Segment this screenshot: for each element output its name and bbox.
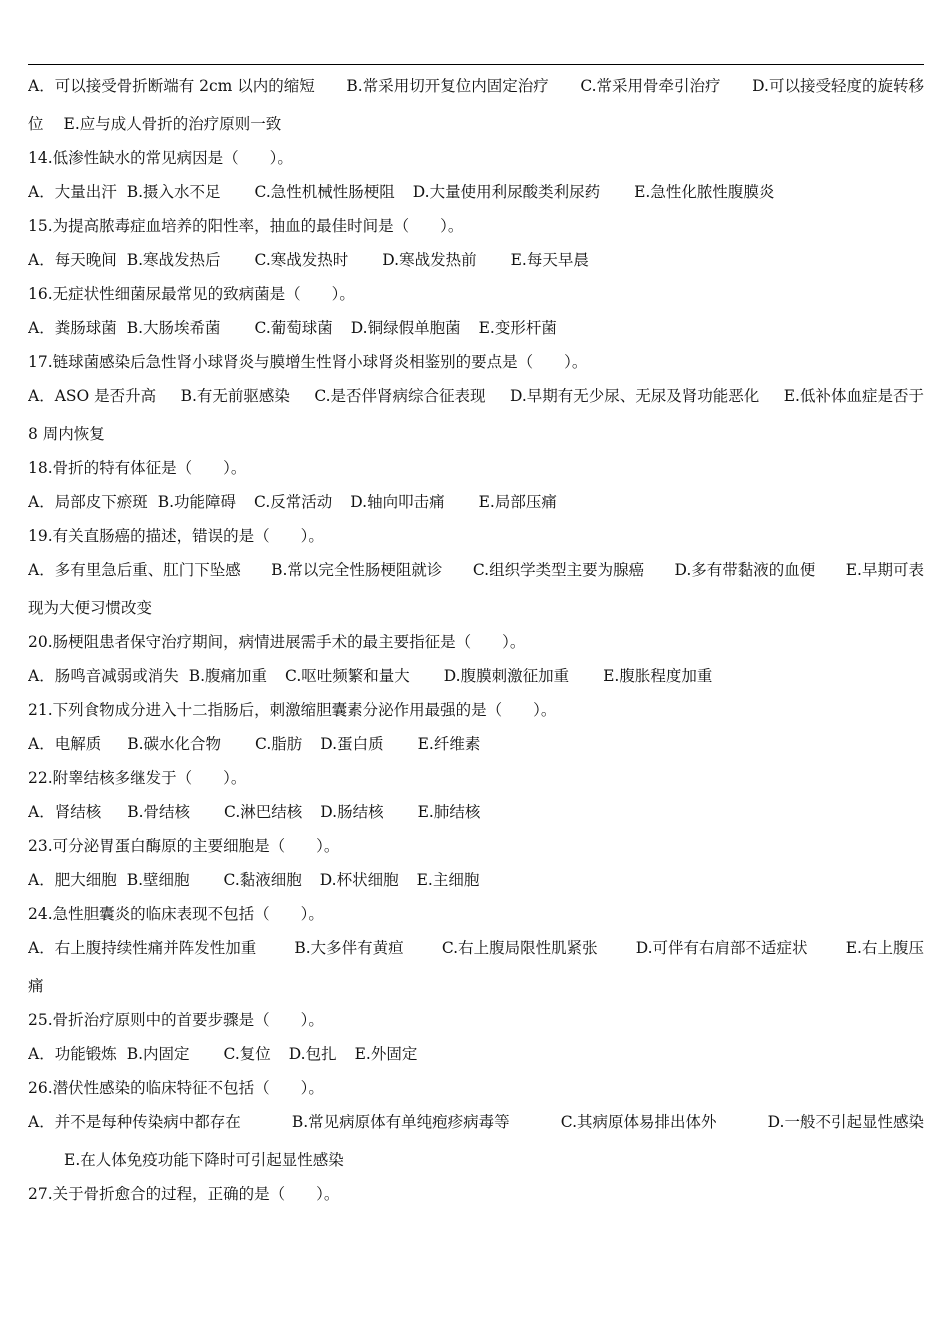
q17-option-e-cont: 8 周内恢复 [28, 425, 105, 443]
q21-option-b: B.碳水化合物 [127, 735, 222, 753]
q14-option-c: C.急性机械性肠梗阻 [254, 183, 395, 201]
q25-option-a: A．功能锻炼 [28, 1045, 117, 1063]
q16-option-b: B.大肠埃希菌 [126, 319, 221, 337]
q24-option-e-cont: 痛 [28, 977, 44, 995]
q14-options [28, 182, 924, 202]
q25-option-d: D.包扎 [288, 1045, 337, 1063]
q26-option-b: B.常见病原体有单纯疱疹病毒等 [291, 1113, 510, 1131]
q21-option-a: A．电解质 [28, 735, 102, 753]
q15-option-e: E.每天早晨 [510, 251, 589, 269]
q17-option-a: A．ASO 是否升高 [28, 387, 157, 405]
q18-stem: 18.骨折的特有体征是（ ）。 [28, 459, 247, 477]
q15-option-d: D.寒战发热前 [382, 251, 477, 269]
q25-options [28, 1044, 924, 1064]
q20-stem: 20.肠梗阻患者保守治疗期间，病情进展需手术的最主要指征是（ ）。 [28, 633, 526, 651]
q13-option-a: A．可以接受骨折断端有 2cm 以内的缩短 [28, 77, 315, 95]
q19-option-b: B.常以完全性肠梗阻就诊 [271, 561, 443, 579]
q25-stem: 25.骨折治疗原则中的首要步骤是（ ）。 [28, 1011, 324, 1029]
q22-option-a: A．肾结核 [28, 803, 102, 821]
q24-option-d: D.可伴有右肩部不适症状 [635, 939, 808, 957]
q16-option-c: C.葡萄球菌 [254, 319, 333, 337]
q13-options-line1 [28, 76, 924, 96]
q18-option-b: B.功能障碍 [157, 493, 237, 511]
q22-option-e: E.肺结核 [417, 803, 481, 821]
q20-option-a: A．肠鸣音减弱或消失 [28, 667, 179, 685]
q16-options [28, 318, 924, 338]
q17-options-line1 [28, 386, 924, 406]
q18-option-d: D.轴向叩击痛 [350, 493, 445, 511]
q21-option-e: E.纤维素 [417, 735, 481, 753]
q23-option-c: C.黏液细胞 [223, 871, 302, 889]
q23-option-b: B.壁细胞 [126, 871, 190, 889]
q20-option-b: B.腹痛加重 [188, 667, 268, 685]
q13-option-e: E.应与成人骨折的治疗原则一致 [63, 115, 282, 133]
q16-stem: 16.无症状性细菌尿最常见的致病菌是（ ）。 [28, 285, 355, 303]
q24-option-b: B.大多伴有黄疸 [294, 939, 404, 957]
q26-option-e: E.在人体免疫功能下降时可引起显性感染 [64, 1151, 344, 1169]
q13-option-c: C.常采用骨牵引治疗 [580, 77, 721, 95]
q22-options [28, 802, 924, 822]
q22-option-c: C.淋巴结核 [224, 803, 303, 821]
q24-option-e: E.右上腹压 [845, 939, 924, 957]
q17-option-b: B.有无前驱感染 [180, 387, 290, 405]
q14-option-a: A．大量出汗 [28, 183, 117, 201]
q23-option-a: A．肥大细胞 [28, 871, 117, 889]
q14-option-d: D.大量使用利尿酸类利尿药 [412, 183, 601, 201]
q24-stem: 24.急性胆囊炎的临床表现不包括（ ）。 [28, 905, 324, 923]
q18-option-a: A．局部皮下瘀斑 [28, 493, 148, 511]
q17-option-e: E.低补体血症是否于 [783, 387, 924, 405]
q20-option-d: D.腹膜刺激征加重 [443, 667, 570, 685]
q26-option-d: D.一般不引起显性感染 [767, 1113, 924, 1131]
q14-option-b: B.摄入水不足 [126, 183, 221, 201]
q19-option-a: A．多有里急后重、肛门下坠感 [28, 561, 241, 579]
q25-option-c: C.复位 [223, 1045, 271, 1063]
q26-options-line1 [28, 1112, 924, 1132]
q26-option-a: A．并不是每种传染病中都存在 [28, 1113, 241, 1131]
q23-options [28, 870, 924, 890]
q19-option-d: D.多有带黏液的血便 [674, 561, 816, 579]
q15-stem: 15.为提高脓毒症血培养的阳性率，抽血的最佳时间是（ ）。 [28, 217, 464, 235]
q21-stem: 21.下列食物成分进入十二指肠后，刺激缩胆囊素分泌作用最强的是（ ）。 [28, 701, 557, 719]
q19-option-c: C.组织学类型主要为腺癌 [472, 561, 645, 579]
q25-option-b: B.内固定 [126, 1045, 190, 1063]
q15-option-b: B.寒战发热后 [126, 251, 221, 269]
q25-option-e: E.外固定 [354, 1045, 418, 1063]
q13-options-line2 [28, 114, 924, 134]
q15-option-c: C.寒战发热时 [254, 251, 349, 269]
q13-option-b: B.常采用切开复位内固定治疗 [346, 77, 549, 95]
q20-option-c: C.呕吐频繁和量大 [285, 667, 410, 685]
q20-option-e: E.腹胀程度加重 [603, 667, 713, 685]
q18-options [28, 492, 924, 512]
q20-options [28, 666, 924, 686]
q22-option-b: B.骨结核 [127, 803, 191, 821]
q13-option-d: D.可以接受轻度的旋转移 [752, 77, 924, 95]
q27-stem: 27.关于骨折愈合的过程，正确的是（ ）。 [28, 1185, 340, 1203]
q17-option-d: D.早期有无少尿、无尿及肾功能恶化 [509, 387, 760, 405]
q18-option-e: E.局部压痛 [478, 493, 557, 511]
q21-options [28, 734, 924, 754]
q23-stem: 23.可分泌胃蛋白酶原的主要细胞是（ ）。 [28, 837, 340, 855]
q18-option-c: C.反常活动 [254, 493, 333, 511]
q19-option-e-cont: 现为大便习惯改变 [28, 599, 153, 617]
q17-stem: 17.链球菌感染后急性肾小球肾炎与膜增生性肾小球肾炎相鉴别的要点是（ ）。 [28, 353, 588, 371]
q19-options-line1 [28, 560, 924, 580]
q16-option-d: D.铜绿假单胞菌 [350, 319, 461, 337]
q22-option-d: D.肠结核 [320, 803, 384, 821]
q16-option-e: E.变形杆菌 [478, 319, 557, 337]
q15-option-a: A．每天晚间 [28, 251, 117, 269]
q17-option-c: C.是否伴肾病综合征表现 [314, 387, 486, 405]
q13-option-d-cont: 位 [28, 115, 44, 133]
q14-option-e: E.急性化脓性腹膜炎 [634, 183, 775, 201]
q21-option-d: D.蛋白质 [320, 735, 384, 753]
q23-option-d: D.杯状细胞 [319, 871, 399, 889]
q16-option-a: A．粪肠球菌 [28, 319, 117, 337]
q24-option-c: C.右上腹局限性肌紧张 [441, 939, 598, 957]
q19-stem: 19.有关直肠癌的描述，错误的是（ ）。 [28, 527, 324, 545]
q15-options [28, 250, 924, 270]
q24-options-line1 [28, 938, 924, 958]
q23-option-e: E.主细胞 [416, 871, 480, 889]
q22-stem: 22.附睾结核多继发于（ ）。 [28, 769, 247, 787]
header-rule [28, 64, 924, 65]
q26-stem: 26.潜伏性感染的临床特征不包括（ ）。 [28, 1079, 324, 1097]
q26-option-c: C.其病原体易排出体外 [560, 1113, 717, 1131]
q19-option-e: E.早期可表 [845, 561, 924, 579]
q14-stem: 14.低渗性缺水的常见病因是（ ）。 [28, 149, 293, 167]
q24-option-a: A．右上腹持续性痛并阵发性加重 [28, 939, 257, 957]
q21-option-c: C.脂肪 [255, 735, 303, 753]
